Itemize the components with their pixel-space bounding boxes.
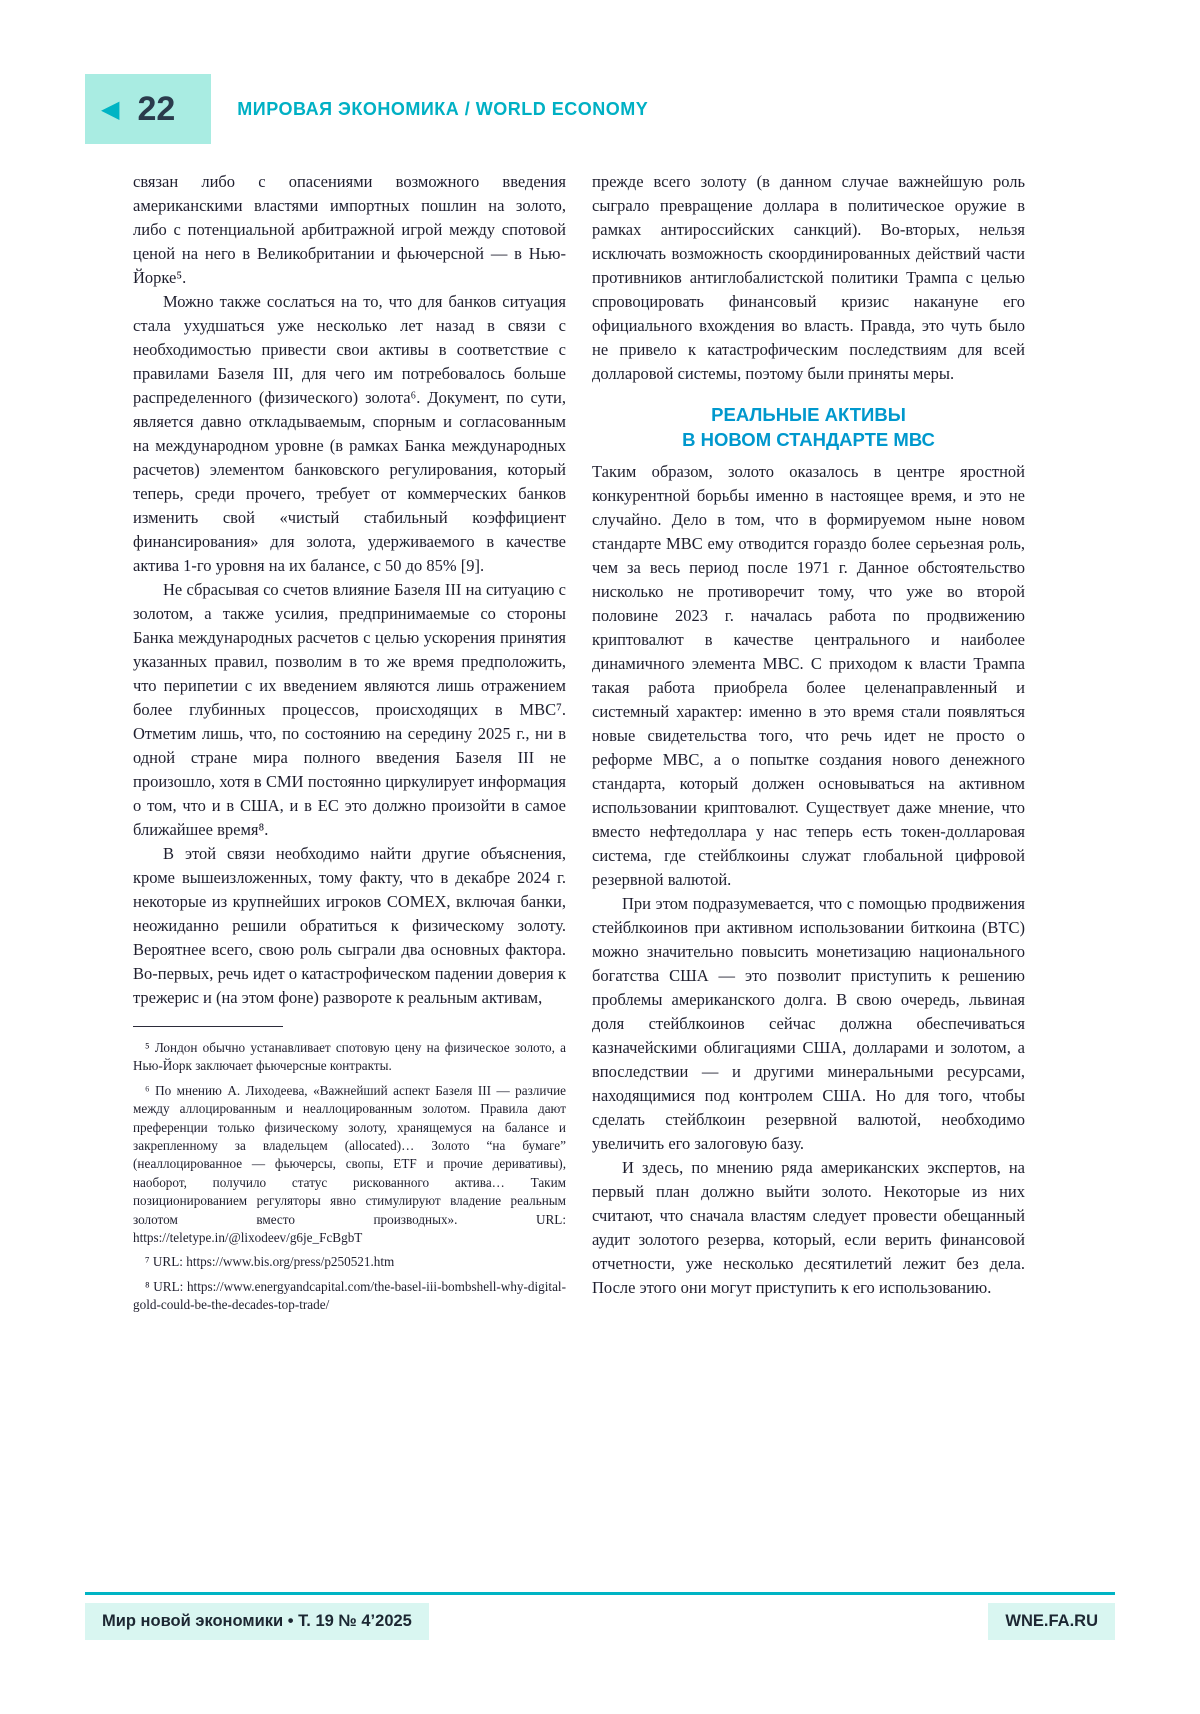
footnote-5: ⁵ Лондон обычно устанавливает спотовую цену на физическое золото, а Нью-Йорк заключает фьючерсные контракты. bbox=[133, 1040, 566, 1074]
section-title: МИРОВАЯ ЭКОНОМИКА / WORLD ECONOMY bbox=[237, 98, 649, 119]
section-heading-line1: РЕАЛЬНЫЕ АКТИВЫ bbox=[711, 404, 906, 425]
journal-website: WNE.FA.RU bbox=[988, 1603, 1115, 1640]
body-paragraph: Не сбрасывая со счетов влияние Базеля III на ситуацию с золотом, а также усилия, предпринимаемые со стороны Банка международных расчетов с целью ускорения принятия указанных правил, позволим в то же время предположить, что перипетии с их введением являются лишь отражением более глубинных процессов, происходящих в МВС⁷. Отметим лишь, что, по состоянию на середину 2025 г., ни в одной стране мира полного введения Базеля III не произошло, хотя в СМИ постоянно циркулирует информация о том, что и в США, и в ЕС это должно произойти в самое ближайшее время⁸. bbox=[133, 580, 566, 839]
body-paragraph: прежде всего золоту (в данном случае важнейшую роль сыграло превращение доллара в политическое оружие в рамках антироссийских санкций). Во-вторых, нельзя исключать возможность скоординированных действий части противников антиглобалистской политики Трампа с целью спровоцировать финансовый кризис накануне его официального вхождения во власть. Правда, это чуть было не привело к катастрофическим последствиям для всей долларовой системы, поэтому были приняты меры. bbox=[592, 172, 1025, 383]
page-footer bbox=[85, 1603, 1115, 1640]
body-paragraph: И здесь, по мнению ряда американских экспертов, на первый план должно выйти золото. Некоторые из них считают, что сначала властям следует провести обещанный аудит золотого резерва, который, если верить финансовой отчетности, уже несколько десятилетий лежит без дела. После этого они могут приступить к его использованию. bbox=[592, 1158, 1025, 1297]
body-paragraph: Можно также сослаться на то, что для банков ситуация стала ухудшаться уже несколько лет назад в связи с необходимостью привести свои активы в соответствие с правилами Базеля III, для чего им потребовалось больше распределенного (физического) золота⁶. Документ, по сути, является давно откладываемым, спорным и согласованным на международном уровне (в рамках Банка международных расчетов) элементом банковского регулирования, который теперь, среди прочего, требует от коммерческих банков изменить свой «чистый стабильный коэффициент финансирования» для золота, удерживаемого в качестве актива 1-го уровня на их балансе, с 50 до 85% [9]. bbox=[133, 292, 566, 575]
footnote-separator bbox=[133, 1026, 283, 1027]
footer-rule bbox=[85, 1592, 1115, 1595]
right-column bbox=[592, 170, 1025, 1321]
page-number: 22 bbox=[137, 89, 176, 128]
body-paragraph: В этой связи необходимо найти другие объяснения, кроме вышеизложенных, тому факту, что в декабре 2024 г. некоторые из крупнейших игроков COMEX, включая банки, неожиданно решили обратиться к физическому золоту. Вероятнее всего, свою роль сыграли два основных фактора. Во-первых, речь идет о катастрофическом падении доверия к трежерис и (на этом фоне) развороте к реальным активам, bbox=[133, 844, 566, 1007]
footnote-7: ⁷ URL: https://www.bis.org/press/p250521.htm bbox=[145, 1254, 395, 1270]
footnote-8: ⁸ URL: https://www.energyandcapital.com/the-basel-iii-bombshell-why-digital-gold-could-be-the-decades-top-trade/ bbox=[133, 1278, 566, 1313]
footnotes bbox=[133, 1039, 566, 1315]
back-arrow-icon: ◀ bbox=[101, 95, 120, 123]
footnote-6: ⁶ По мнению А. Лиходеева, «Важнейший аспект Базеля III — различие между аллоцированным и неаллоцированным золотом. Правила дают преференции только физическому золоту, хранящемуся на балансе и закрепленному за владельцем (allocated)… Золото “на бумаге” (неаллоцированное — фьючерсы, свопы, ETF и прочие деривативы), наоборот, получило статус рискованного актива… Таким позиционированием регуляторы явно стимулируют владение реальным золотом вместо производных». URL: https://teletype.in/@lixodeev/g6je_FcBgbT bbox=[133, 1082, 566, 1246]
section-heading bbox=[592, 402, 1025, 452]
journal-info: Мир новой экономики • Т. 19 № 4’2025 bbox=[85, 1603, 429, 1640]
body-paragraph: При этом подразумевается, что с помощью продвижения стейблкоинов при активном использовании биткоина (BTC) можно значительно повысить монетизацию национального богатства США — это позволит приступить к решению проблемы американского долга. В свою очередь, львиная доля стейблкоинов сейчас должна обеспечиваться казначейскими облигациями США, долларами и золотом, а впоследствии — и другими минеральными ресурсами, находящимися под контролем США. Но для того, чтобы сделать стейблкоин резервной валютой, необходимо увеличить его залоговую базу. bbox=[592, 894, 1025, 1153]
left-column bbox=[133, 170, 566, 1321]
article-body bbox=[133, 170, 1025, 1321]
page-header bbox=[85, 74, 648, 144]
body-paragraph: связан либо с опасениями возможного введения американскими властями импортных пошлин на золото, либо с потенциальной арбитражной игрой между спотовой ценой на него в Великобритании и фьючерсной — в Нью-Йорке⁵. bbox=[133, 172, 566, 287]
section-heading-line2: В НОВОМ СТАНДАРТЕ МВС bbox=[682, 429, 935, 450]
body-paragraph: Таким образом, золото оказалось в центре яростной конкурентной борьбы именно в настоящее время, и это не случайно. Дело в том, что в формируемом ныне новом стандарте МВС ему отводится гораздо более серьезная роль, чем за весь период после 1971 г. Данное обстоятельство нисколько не противоречит тому, что уже во второй половине 2023 г. началась работа по продвижению криптовалют в качестве центрального и наиболее динамичного элемента МВС. С приходом к власти Трампа такая работа приобрела более целенаправленный и системный характер: именно в это время стали появляться новые свидетельства того, что речь идет не просто о реформе МВС, а о попытке создания нового денежного стандарта, который должен основываться на активном использовании криптовалют. Существует даже мнение, что вместо нефтедоллара у нас теперь есть токен-долларовая система, где стейблкоины служат глобальной цифровой резервной валютой. bbox=[592, 462, 1025, 889]
page-number-box bbox=[85, 74, 211, 144]
